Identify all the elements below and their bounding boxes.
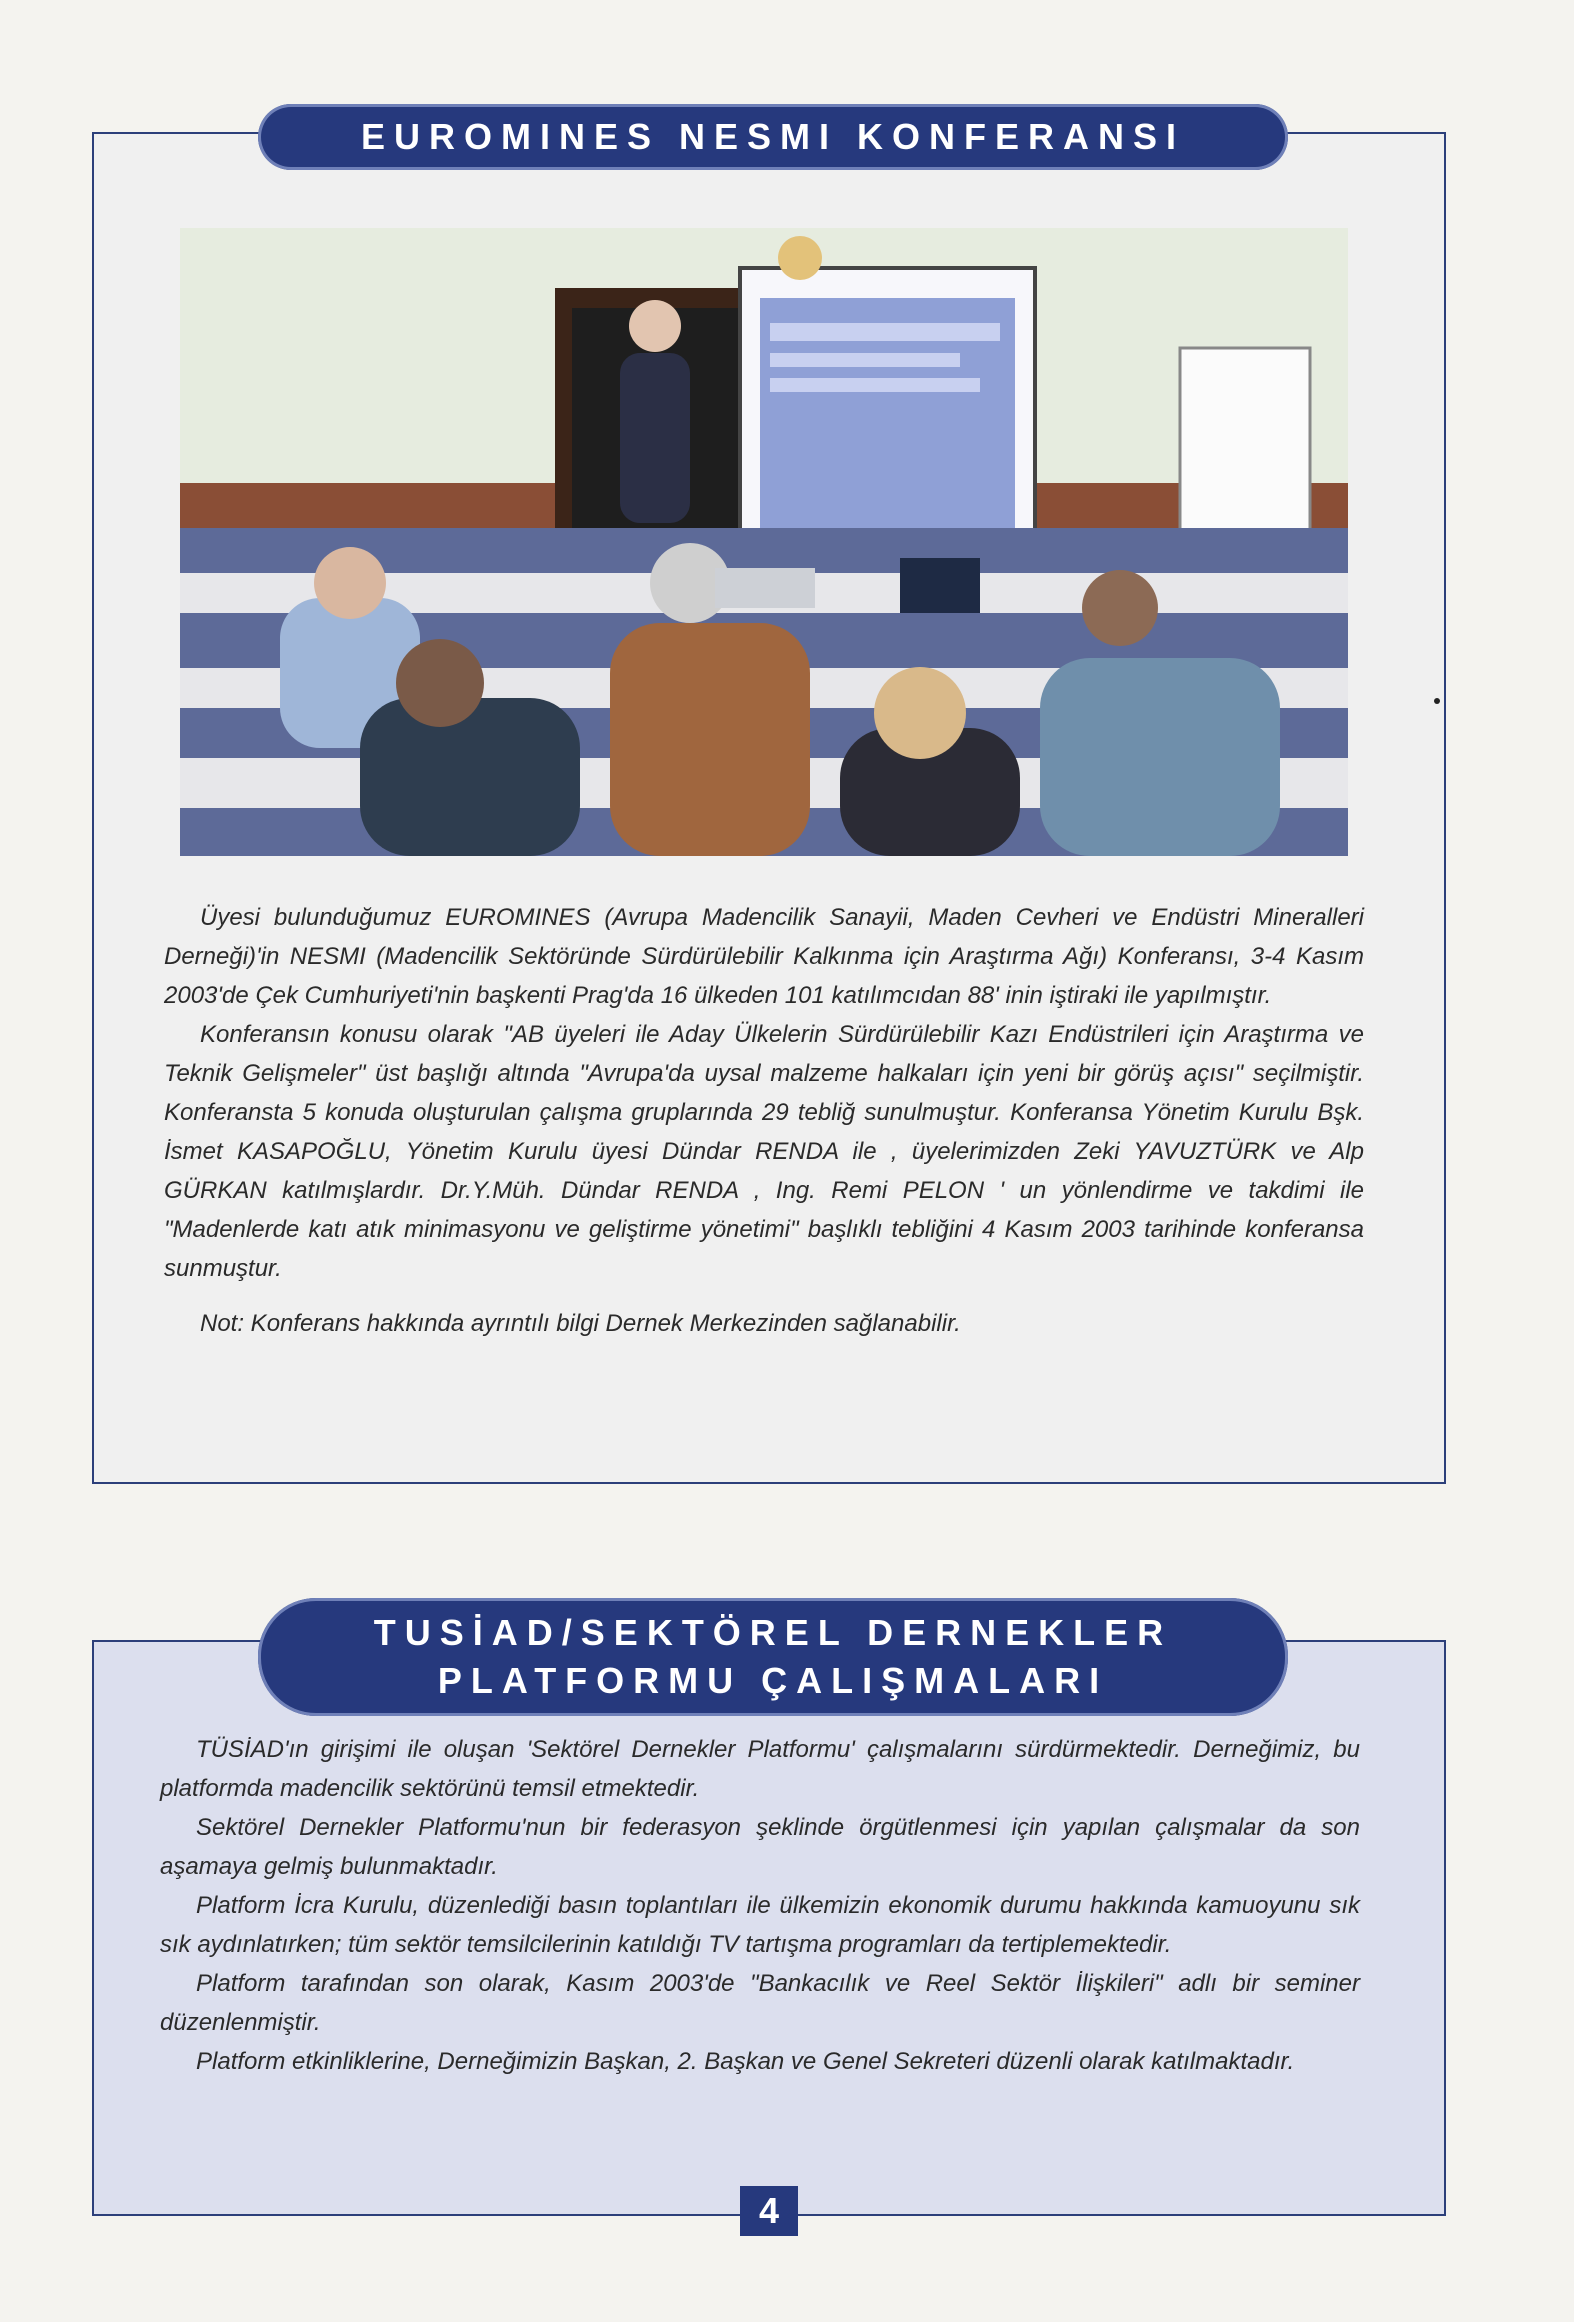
conference-body [164,898,1364,1343]
platform-paragraph: Sektörel Dernekler Platformu'nun bir federasyon şeklinde örgütlenmesi için yapılan çalışmalar da son aşamaya gelmiş bulunmaktadır. [160,1814,1360,1880]
conference-paragraph: Üyesi bulunduğumuz EUROMINES (Avrupa Madencilik Sanayii, Maden Cevheri ve Endüstri Mineralleri Derneği)'in NESMI (Madencilik Sektöründe Sürdürülebilir Kalkınma için Araştırma Ağı) Konferansı, 3-4 Kasım 2003'de Çek Cumhuriyeti'nin başkenti Prag'da 16 ülkeden 101 katılımcıdan 88' inin iştiraki ile yapılmıştır. [164,904,1364,1009]
conference-photo [180,228,1348,856]
platform-title-line1: TUSİAD/SEKTÖREL DERNEKLER [373,1612,1173,1653]
platform-section-title [258,1598,1288,1716]
platform-body [160,1730,1360,2081]
platform-paragraph: Platform etkinliklerine, Derneğimizin Başkan, 2. Başkan ve Genel Sekreteri düzenli olarak katılmaktadır. [196,2048,1295,2075]
platform-paragraph: Platform İcra Kurulu, düzenlediği basın toplantıları ile ülkemizin ekonomik durumu hakkında kamuoyunu sık sık aydınlatırken; tüm sektör temsilcilerinin katıldığı TV tartışma programları da tertiplemektedir. [160,1892,1360,1958]
platform-title-line2: PLATFORMU ÇALIŞMALARI [437,1660,1109,1701]
conference-section-title: EUROMINES NESMI KONFERANSI [258,104,1288,170]
page-number: 4 [740,2186,798,2236]
conference-paragraph: Konferansın konusu olarak "AB üyeleri ile Aday Ülkelerin Sürdürülebilir Kazı Endüstrileri için Araştırma ve Teknik Gelişmeler" üst başlığı altında "Avrupa'da uysal malzeme halkaları için yeni bir görüş açısı" seçilmiştir. Konferansta 5 konuda oluşturulan çalışma gruplarında 29 tebliğ sunulmuştur. Konferansa Yönetim Kurulu Bşk. İsmet KASAPOĞLU, Yönetim Kurulu üyesi Dündar RENDA ile , üyelerimizden Zeki YAVUZTÜRK ve Alp GÜRKAN katılmışlardır. Dr.Y.Müh. Dündar RENDA , Ing. Remi PELON ' un yönlendirme ve takdimi ile "Madenlerde katı atık minimasyonu ve geliştirme yönetimi" başlıklı tebliğini 4 Kasım 2003 tarihinde konferansa sunmuştur. [164,1021,1364,1282]
margin-dot [1434,698,1440,704]
platform-paragraph: Platform tarafından son olarak, Kasım 2003'de "Bankacılık ve Reel Sektör İlişkileri" adlı bir seminer düzenlenmiştir. [160,1970,1360,2036]
conference-note: Not: Konferans hakkında ayrıntılı bilgi Dernek Merkezinden sağlanabilir. [200,1310,961,1337]
platform-paragraph: TÜSİAD'ın girişimi ile oluşan 'Sektörel Dernekler Platformu' çalışmalarını sürdürmektedir. Derneğimiz, bu platformda madencilik sektörünü temsil etmektedir. [160,1736,1360,1802]
